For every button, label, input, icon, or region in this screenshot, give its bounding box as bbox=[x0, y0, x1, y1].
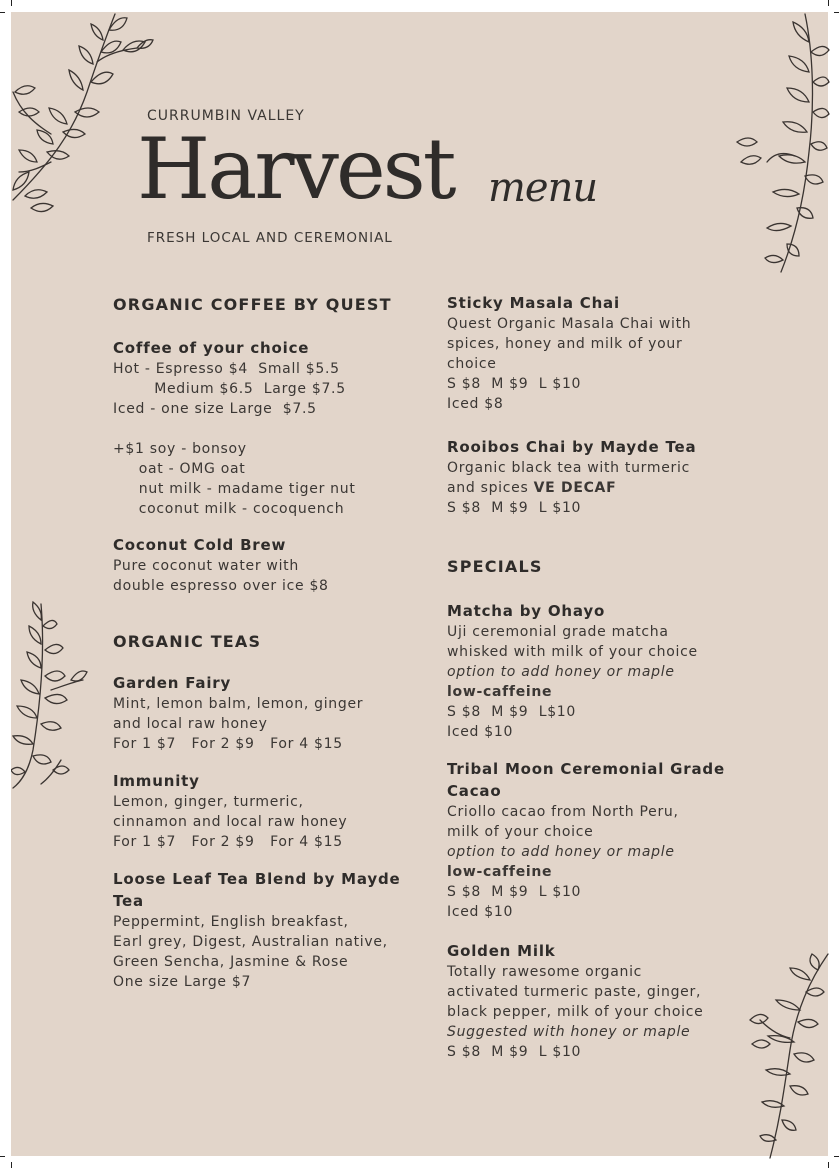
item-line: activated turmeric paste, ginger, bbox=[447, 984, 702, 1000]
item-note: option to add honey or maple bbox=[447, 664, 675, 680]
item-line-text: and spices bbox=[447, 480, 534, 496]
item-line: Uji ceremonial grade matcha bbox=[447, 624, 669, 640]
item-tribal-moon-cacao: Tribal Moon Ceremonial Grade bbox=[447, 760, 725, 778]
crop-mark bbox=[0, 1156, 5, 1157]
item-line: Iced $10 bbox=[447, 724, 514, 740]
crop-mark bbox=[828, 1162, 829, 1168]
item-loose-leaf-tea: Loose Leaf Tea Blend by Mayde bbox=[113, 870, 401, 888]
item-line: Iced $8 bbox=[447, 396, 504, 412]
item-line: and local raw honey bbox=[113, 716, 268, 732]
item-line: One size Large $7 bbox=[113, 974, 252, 990]
menu-title: Harvest bbox=[137, 120, 454, 218]
item-tribal-moon-cacao-cont: Cacao bbox=[447, 782, 502, 800]
milk-option: nut milk - madame tiger nut bbox=[113, 481, 356, 497]
crop-mark bbox=[834, 12, 839, 13]
item-matcha: Matcha by Ohayo bbox=[447, 602, 606, 620]
item-line: Criollo cacao from North Peru, bbox=[447, 804, 679, 820]
item-line: For 1 $7 For 2 $9 For 4 $15 bbox=[113, 834, 343, 850]
item-rooibos-chai: Rooibos Chai by Mayde Tea bbox=[447, 438, 697, 456]
item-line: Iced $10 bbox=[447, 904, 514, 920]
caffeine-note: low-caffeine bbox=[447, 684, 553, 700]
crop-mark bbox=[0, 12, 5, 13]
item-coffee-choice: Coffee of your choice bbox=[113, 339, 310, 357]
item-line: Medium $6.5 Large $7.5 bbox=[113, 381, 346, 397]
item-loose-leaf-tea-cont: Tea bbox=[113, 892, 144, 910]
item-line: S $8 M $9 L$10 bbox=[447, 704, 577, 720]
crop-mark bbox=[828, 0, 829, 6]
item-line: Hot - Espresso $4 Small $5.5 bbox=[113, 361, 340, 377]
item-line: S $8 M $9 L $10 bbox=[447, 376, 582, 392]
section-heading-teas: ORGANIC TEAS bbox=[113, 632, 262, 651]
leaf-branch-icon bbox=[11, 600, 96, 790]
ve-decaf-label: VE DECAF bbox=[533, 480, 617, 496]
item-line: Pure coconut water with bbox=[113, 558, 299, 574]
leaf-branch-icon bbox=[735, 12, 830, 277]
item-line: For 1 $7 For 2 $9 For 4 $15 bbox=[113, 736, 343, 752]
milk-option: oat - OMG oat bbox=[113, 461, 246, 477]
left-column bbox=[113, 295, 433, 992]
section-heading-coffee: ORGANIC COFFEE BY QUEST bbox=[113, 295, 392, 314]
location-label: CURRUMBIN VALLEY bbox=[147, 108, 305, 124]
milk-option: +$1 soy - bonsoy bbox=[113, 441, 247, 457]
item-coconut-cold-brew: Coconut Cold Brew bbox=[113, 536, 287, 554]
item-line: Quest Organic Masala Chai with bbox=[447, 316, 692, 332]
item-sticky-masala-chai: Sticky Masala Chai bbox=[447, 294, 620, 312]
milk-option: coconut milk - cocoquench bbox=[113, 501, 345, 517]
item-line: Earl grey, Digest, Australian native, bbox=[113, 934, 388, 950]
item-line bbox=[447, 478, 767, 498]
section-heading-specials: SPECIALS bbox=[447, 557, 543, 576]
item-line: Totally rawesome organic bbox=[447, 964, 643, 980]
item-line: cinnamon and local raw honey bbox=[113, 814, 348, 830]
item-line: choice bbox=[447, 356, 497, 372]
menu-title-script: menu bbox=[488, 165, 598, 211]
item-line: Mint, lemon balm, lemon, ginger bbox=[113, 696, 364, 712]
crop-mark bbox=[11, 1162, 12, 1168]
caffeine-note: low-caffeine bbox=[447, 864, 553, 880]
item-line: black pepper, milk of your choice bbox=[447, 1004, 704, 1020]
item-line: milk of your choice bbox=[447, 824, 594, 840]
tagline: FRESH LOCAL AND CEREMONIAL bbox=[147, 230, 393, 246]
item-line: whisked with milk of your choice bbox=[447, 644, 698, 660]
item-immunity: Immunity bbox=[113, 772, 200, 790]
item-line: spices, honey and milk of your bbox=[447, 336, 683, 352]
item-line: S $8 M $9 L $10 bbox=[447, 884, 582, 900]
item-line: S $8 M $9 L $10 bbox=[447, 500, 582, 516]
item-line: Green Sencha, Jasmine & Rose bbox=[113, 954, 349, 970]
right-column bbox=[447, 292, 767, 1062]
item-line: Lemon, ginger, turmeric, bbox=[113, 794, 304, 810]
item-line: Organic black tea with turmeric bbox=[447, 460, 690, 476]
crop-mark bbox=[834, 1156, 839, 1157]
crop-mark bbox=[11, 0, 12, 6]
item-garden-fairy: Garden Fairy bbox=[113, 674, 232, 692]
item-note: Suggested with honey or maple bbox=[447, 1024, 691, 1040]
item-note: option to add honey or maple bbox=[447, 844, 675, 860]
item-line: Peppermint, English breakfast, bbox=[113, 914, 349, 930]
item-line: Iced - one size Large $7.5 bbox=[113, 401, 317, 417]
item-line: S $8 M $9 L $10 bbox=[447, 1044, 582, 1060]
item-golden-milk: Golden Milk bbox=[447, 942, 556, 960]
item-line: double espresso over ice $8 bbox=[113, 578, 329, 594]
